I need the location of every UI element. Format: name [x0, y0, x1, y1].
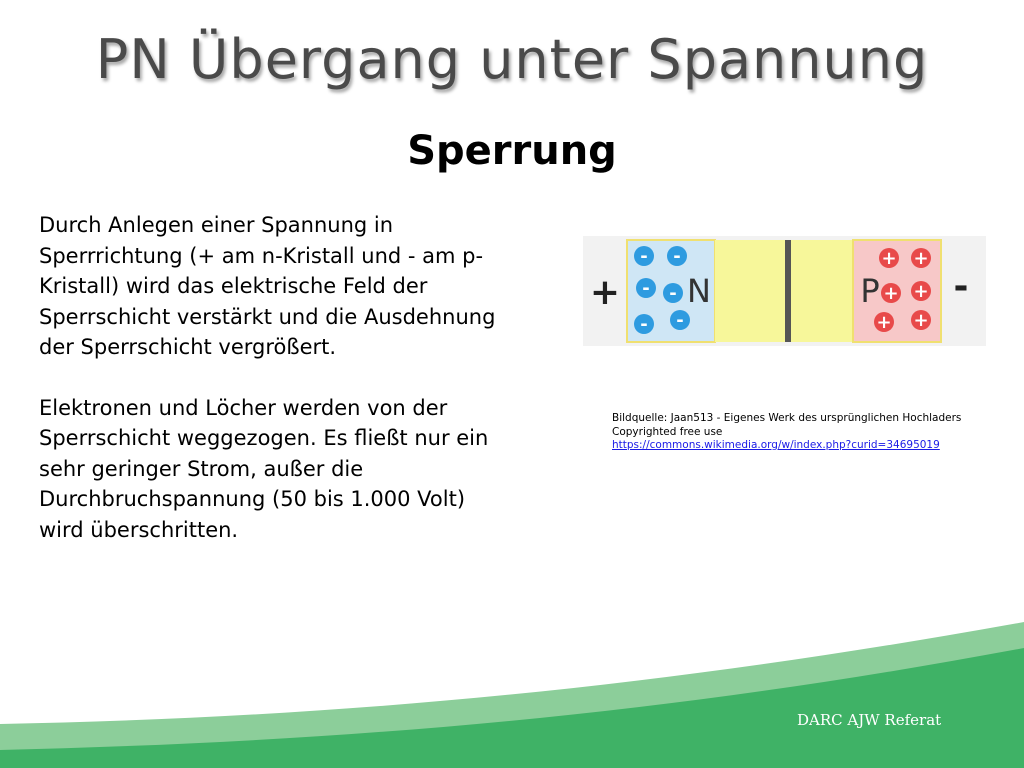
- paragraph-sperrrichtung: Durch Anlegen einer Spannung in Sperrrichtung (+ am n-Kristall und - am p-Kristall) wird das elektrische Feld der Sperrschicht verstärkt und die Ausdehnung der Sperrschicht vergrößert.: [39, 213, 496, 359]
- hole-sign: +: [883, 283, 899, 304]
- decorative-wave: [0, 600, 1024, 768]
- hole-sign: +: [913, 248, 929, 269]
- minus-terminal-label: -: [953, 266, 969, 307]
- source-link[interactable]: https://commons.wikimedia.org/w/index.php?curid=34695019: [612, 439, 940, 451]
- plus-terminal-label: +: [589, 272, 621, 313]
- p-label: P: [860, 272, 880, 310]
- hole-sign: +: [876, 312, 892, 333]
- hole-sign: +: [913, 281, 929, 302]
- source-author-line: Bildquelle: Jaan513 - Eigenes Werk des ursprünglichen Hochladers: [612, 412, 962, 424]
- electron-sign: -: [676, 310, 684, 331]
- source-license-line: Copyrighted free use: [612, 425, 723, 438]
- hole-sign: +: [881, 248, 897, 269]
- image-source-credit: [612, 412, 1012, 453]
- electron-sign: -: [673, 246, 681, 267]
- n-label: N: [687, 272, 711, 310]
- body-text: [39, 210, 509, 545]
- electron-sign: -: [669, 283, 677, 304]
- junction-line: [785, 240, 791, 342]
- slide-subtitle: Sperrung: [407, 128, 617, 174]
- paragraph-elektronen: Elektronen und Löcher werden von der Sperrschicht weggezogen. Es fließt nur ein sehr geringer Strom, außer die Durchbruchspannung (50 bis 1.000 Volt) wird überschritten.: [39, 395, 489, 542]
- depletion-zone: [715, 240, 853, 342]
- electron-sign: -: [640, 314, 648, 335]
- electron-sign: -: [642, 278, 650, 299]
- footer-label: DARC AJW Referat: [797, 711, 942, 729]
- hole-sign: +: [913, 310, 929, 331]
- slide-title: PN Übergang unter Spannung: [95, 28, 929, 91]
- electron-sign: -: [640, 246, 648, 267]
- pn-junction-diagram: [583, 236, 986, 346]
